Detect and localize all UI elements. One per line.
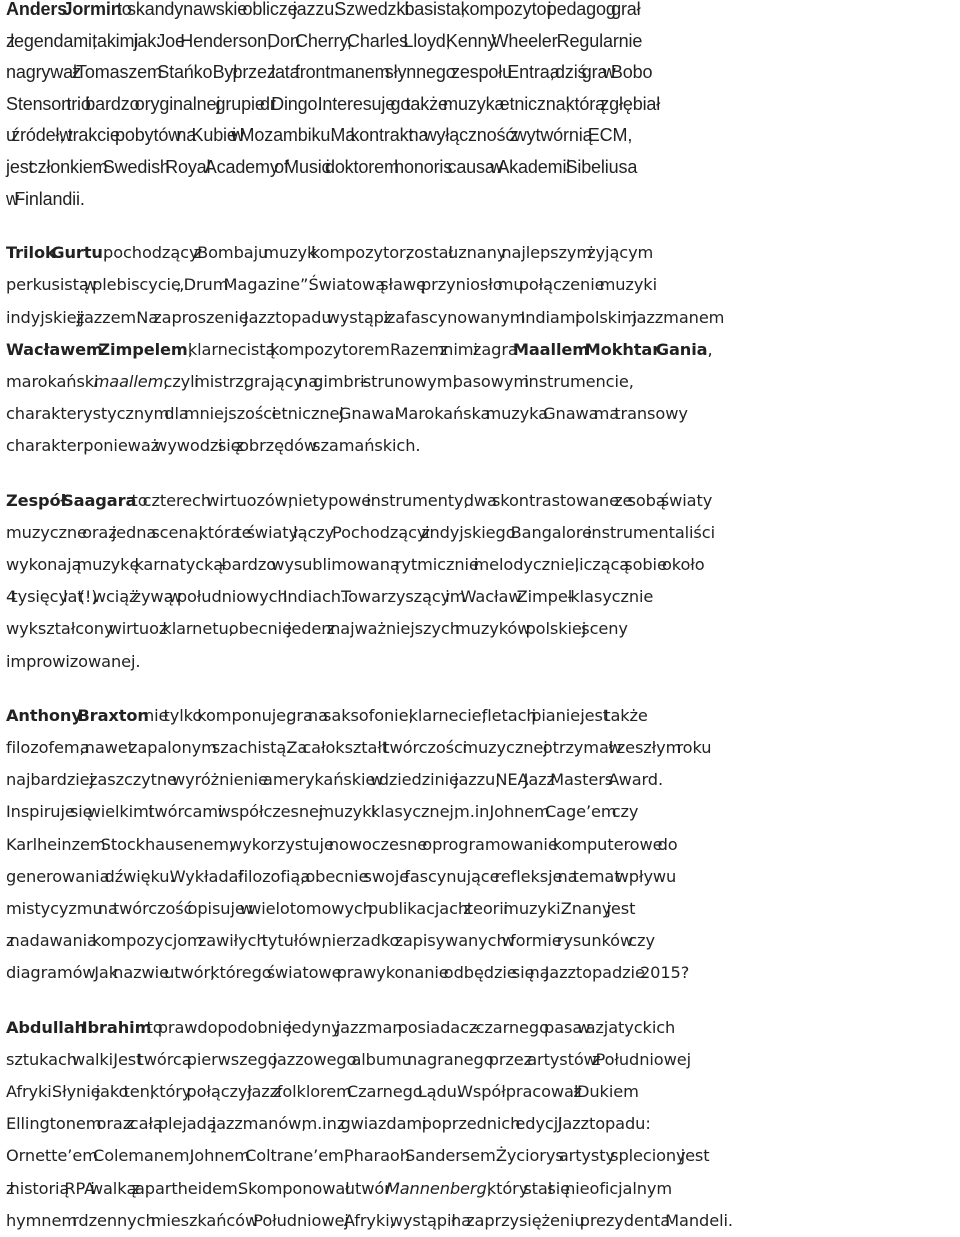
text-line: diagramów. Jak nazwie utwór, którego światowe prawykonanie odbędzie się na Jazztopadzie 2015?	[6, 963, 690, 983]
artist-name: Zespół Saagara	[6, 490, 137, 510]
artist-name: Maallem Mokhtar Gania	[512, 339, 708, 359]
text-line	[6, 366, 956, 398]
text-line: charakter, ponieważ wywodzi się z obrzędów szamańskich.	[6, 436, 421, 456]
text-run: marokański	[6, 371, 94, 391]
text-line: muzyczne oraz jedna scena, która te światy łączy. Pochodzący z indyjskiego Bangalore instrumentaliści	[6, 522, 715, 542]
text-line	[6, 334, 956, 366]
text-line: z legendami, takimi jak: Joe Henderson, Don Cherry, Charles Lloyd, Kenny Wheeler. Regularnie	[6, 30, 643, 51]
text-line: wykonają muzykę karnatycką – bardzo wysublimowaną rytmicznie i melodycznie, liczącą sobie około	[6, 554, 705, 574]
text-run: z historią RPA i walką z apartheidem. Skomponował utwór	[6, 1178, 386, 1198]
text-line	[6, 237, 956, 269]
text-line: jest członkiem Swedish Royal Academy of Music i doktorem honoris causa w Akademii Sibeliusa	[6, 156, 638, 177]
text-run: , który stał się nieoficjalnym	[486, 1178, 673, 1198]
text-line: Ornette’em Colemanem, Johnem Coltrane’em, Pharaoh Sandersem. Życiorys artysty spleciony jest	[6, 1146, 710, 1166]
artist-name: Anders Jormin	[6, 0, 122, 19]
text-line: Ellingtonem oraz z całą plejadą jazzmanów, m.in. z gwiazdami poprzednich edycji Jazztopadu:	[6, 1114, 651, 1134]
text-line: charakterystycznym dla mniejszości etnicznej Gnawa. Marokańska muzyka Gnawa ma transowy	[6, 404, 688, 424]
text-line: Afryki. Słynie jako ten, który połączył jazz z folklorem Czarnego Lądu. Współpracował z Dukiem	[6, 1082, 639, 1102]
text-run: to czterech wirtuozów, nietypowe instrumenty, dwa skontrastowane ze sobą światy	[136, 490, 713, 510]
text-line: indyjskiej z jazzem. Na zaproszenie Jazztopadu wystąpi z zafascynowanym Indiami polskim jazzmanem	[6, 307, 725, 327]
text-line: najbardziej zaszczytne wyróżnienie amerykańskie w dziedzinie jazzu, NEA Jazz Masters Award.	[6, 770, 664, 790]
italic-title: Mannenberg	[385, 1178, 487, 1198]
text-line: wykształcony wirtuoz klarnetu, obecnie jeden z najważniejszych muzyków polskiej sceny	[6, 619, 628, 639]
text-line: filozofem, a nawet zapalonym szachistą. Za całokształt twórczości muzycznej otrzymał w zeszłym roku	[6, 738, 712, 757]
text-run: , pochodzący z Bombaju muzyk i kompozytor, został uznany najlepszym żyjącym	[102, 243, 654, 263]
text-run: to skandynawskie oblicze jazzu. Szwedzki basista, kompozytor i pedagog grał	[121, 0, 641, 19]
text-line	[6, 1012, 956, 1044]
text-line: generowania dźwięku. Wykładał filozofią, a obecnie swoje fascynujące refleksje na temat wpływu	[6, 866, 677, 886]
text-line	[6, 485, 956, 517]
paragraph-anthony-braxton	[6, 700, 956, 990]
paragraph-trilok-gurtu	[6, 237, 956, 462]
artist-name: Wacławem Zimpelem	[6, 339, 188, 359]
text-line: Inspiruje się wielkimi twórcami współczesnej muzyki klasycznej, m.in. Johnem Cage’em czy	[6, 802, 639, 822]
paragraph-zespol-saagara	[6, 485, 956, 678]
text-line: u źródeł, w trakcie pobytów na Kubie i w Mozambiku. Ma kontrakt na wyłączność z wytwórnią ECM,	[6, 125, 633, 146]
article-text	[6, 0, 956, 1237]
text-line: Stenson trio i bardzo oryginalnej grupie dr Dingo. Interesuje go także muzyka etniczna, którą zgłębiał	[6, 93, 661, 114]
text-line	[6, 0, 956, 26]
paragraph-abdullah-ibrahim	[6, 1012, 956, 1237]
text-line: sztukach walki. Jest twórcą pierwszego jazzowego albumu nagranego przez artystów z Południowej	[6, 1049, 691, 1069]
text-line: Karlheinzem Stockhausenem, wykorzystuje nowoczesne oprogramowanie komputerowe do	[6, 834, 678, 854]
text-line: w Finlandii.	[6, 188, 85, 209]
text-run: , czyli mistrz, grający na gimbri – strunowym, basowym instrumencie,	[163, 371, 634, 391]
text-line: hymnem rdzennych mieszkańców Południowej Afryki, wystąpił na zaprzysiężeniu prezydenta Mandeli.	[6, 1210, 733, 1230]
artist-name: Anthony Braxton	[6, 705, 149, 725]
paragraph-anders-jormin	[6, 0, 956, 215]
text-run: to prawdopodobnie jedyny jazzman posiadacz – czarnego pasa w azjatyckich	[151, 1017, 676, 1037]
artist-name: Trilok Gurtu	[6, 243, 103, 263]
text-run: nie tylko komponuje, gra na saksofonie, klarnecie, fletach i pianie, jest także	[148, 705, 648, 725]
text-line: improwizowanej.	[6, 651, 141, 671]
text-line: mistycyzmu na twórczość opisuje w wielotomowych publikacjach z teorii muzyki. Znany jest	[6, 899, 636, 919]
text-line: perkusistą w plebiscycie „Drum Magazine”. Światową sławę przyniosło mu połączenie muzyki	[6, 275, 657, 295]
italic-term: maallem	[93, 371, 164, 391]
text-line	[6, 700, 956, 732]
text-line: nagrywał z Tomaszem Stańko. Był przez lata frontmanem słynnego zespołu Entra, a dziś gra w Bobo	[6, 62, 653, 83]
text-line: z nadawania kompozycjom zawiłych tytułów, nierzadko zapisywanych w formie rysunków czy	[6, 931, 655, 951]
text-line	[6, 1173, 956, 1205]
text-run: , klarnecistą i kompozytorem. Razem z nimi zagra	[187, 339, 513, 359]
text-run: ,	[707, 339, 713, 359]
text-line: 4 tysięcy lat (!) , wciąż żywą w południowych Indiach. Towarzyszący im Wacław Zimpel – klasycznie	[6, 587, 654, 607]
artist-name: Abdullah Ibrahim	[6, 1017, 152, 1037]
